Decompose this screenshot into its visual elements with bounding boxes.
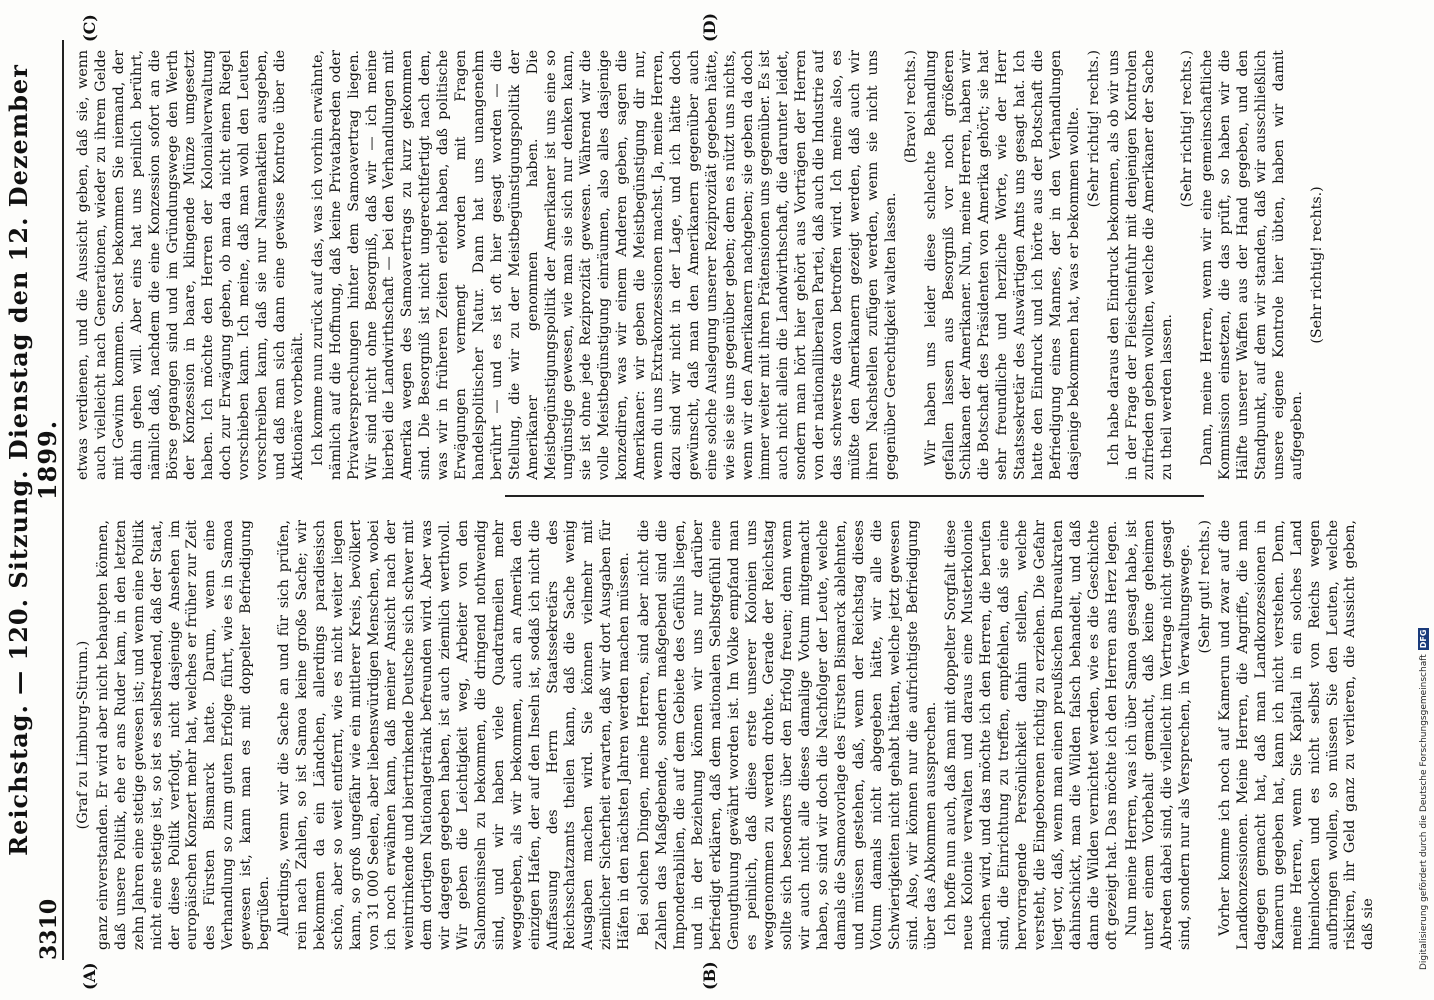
paragraph: Bei solchen Dingen, meine Herren, sind aber nicht die Zahlen das Maßgebende, sondern maßgebend sind die Imponderabilien, die auf dem Gebiete des Gefühls liegen, und in der Beziehung können wir uns nur darüber befriedigt erklären, daß dem nationalen Selbstgefühl eine Genugthuung gewährt worden ist. Im Volke empfand man es peinlich, daß diese erste unserer Kolonien uns weggenommen zu werden drohte. Gerade der Reichstag sollte sich besonders über den Erfolg freuen; denn wenn wir auch nicht alle dieses damalige Votum mitgemacht haben, so sind wir doch die Nachfolger der Leute, welche damals die Samoavorlage des Fürsten Bismarck ablehnten, und müssen gestehen, daß, wenn der Reichstag dieses Votum damals nicht abgegeben hätte, wir alle die Schwierigkeiten nicht gehabt hätten, welche jetzt gewesen sind. Also, wir können nur die aufrichtigste Befriedigung über das Abkommen aussprechen. bbox=[636, 520, 939, 950]
digitization-credit bbox=[1418, 628, 1429, 970]
paragraph: Nun meine Herren, was ich über Samoa gesagt habe, ist unter einem Vorbehalt gemacht, daß keine geheimen Abreden dabei sind, die vielleicht im Vertrage nicht gesagt sind, sondern nur als Versprechen, in Verwaltungswege. bbox=[1123, 520, 1194, 950]
left-column bbox=[75, 520, 1394, 950]
margin-marker-b: (B) bbox=[700, 961, 719, 990]
margin-marker-a: (A) bbox=[80, 962, 99, 990]
interjection: (Bravo! rechts.) bbox=[902, 50, 919, 164]
paragraph: Ich habe daraus den Eindruck bekommen, als ob wir uns in der Frage der Fleischeinfuhr mit denjenigen Kontrolen zufrieden geben wollten, welche die Amerikaner der Sache zu theil werden lassen. bbox=[1105, 50, 1176, 480]
dfg-logo: DFG bbox=[1419, 629, 1428, 649]
credit-text: Digitalisierung gefördert durch die Deutsche Forschungsgemeinschaft bbox=[1418, 654, 1429, 970]
paragraph: Ich hoffe nun auch, daß man mit doppelter Sorgfalt diese neue Kolonie verwalten und daraus eine Musterkolonie machen wird, und das möchte ich den Herren, die berufen sind, die Einrichtung zu treffen, empfehlen, daß sie eine hervorragende Persönlichkeit dahin stellen, welche versteht, die Eingeborenen richtig zu erziehen. Die Gefahr liegt vor, daß, wenn man einen preußischen Bureaukraten dahinschickt, man die Wilden falsch behandelt, und daß dann die Wilden vernichtet werden, wie es die Geschichte oft gezeigt hat. Das möchte ich den Herren ans Herz legen. bbox=[942, 520, 1120, 950]
column-divider bbox=[505, 495, 1204, 497]
paragraph: ganz einverstanden. Er wird aber nicht behaupten können, daß unsere Politik, ehe er ans Ruder kam, in den letzten zehn Jahren eine stetige gewesen ist; und wenn eine Politik nicht eine stetige ist, so ist es selbstredend, daß der Staat, der diese Politik verfolgt, nicht dasjenige Ansehen im europäischen Konzert mehr hat, welches er früher zur Zeit des Fürsten Bismarck hatte. Darum, wenn eine Verhandlung so zum guten Erfolge führt, wie es in Samoa gewesen ist, kann man es mit doppelter Befriedigung begrüßen. bbox=[94, 520, 273, 950]
page-title: Reichstag. — 120. Sitzung. Dienstag den 12. Dezember 1899. bbox=[4, 64, 62, 856]
speaker-name: (Graf zu Limburg-Stirum.) bbox=[75, 640, 91, 830]
interjection: (Sehr richtig! rechts.) bbox=[1085, 50, 1102, 208]
interjection: (Sehr gut! rechts.) bbox=[1197, 520, 1214, 654]
paragraph: Vorher komme ich noch auf Kamerun und zwar auf die Landkonzessionen. Meine Herren, die Angriffe, die man dagegen gemacht hat, daß man Landkonzessionen in Kamerun gegeben hat, kann ich nicht verstehen. Denn, meine Herren, wenn Sie Kapital in ein solches Land hineinlocken und es nicht selbst von Reichs wegen aufbringen wollen, so müssen Sie den Leuten, welche riskiren, ihr Geld ganz zu verlieren, die Aussicht geben, daß sie bbox=[1217, 520, 1377, 950]
right-column bbox=[75, 50, 1394, 480]
margin-marker-c: (C) bbox=[80, 14, 99, 42]
paragraph: Wir haben uns leider diese schlechte Behandlung gefallen lassen aus Besorgniß vor noch größeren Schikanen der Amerikaner. Nun, meine Herren, haben wir die Botschaft des Präsidenten von Amerika gehört; sie hat sehr freundliche und herzliche Worte, wie der Herr Staatssekretär des Auswärtigen Amts uns gesagt hat. Ich hatte den Eindruck und ich hörte aus der Botschaft die Befriedigung eines Mannes, der in den Verhandlungen dasjenige bekommen hat, was er bekommen wollte. bbox=[922, 50, 1082, 480]
interjection: (Sehr richtig! rechts.) bbox=[1179, 50, 1196, 208]
paragraph: Dann, meine Herren, wenn wir eine gemeinschaftliche Kommission einsetzen, die das prüft, so haben wir die Hälfte unserer Waffen aus der Hand gegeben, und den Standpunkt, auf dem wir standen, daß wir ausschließlich unsere eigene Kontrole hier übten, haben wir damit aufgegeben. bbox=[1199, 50, 1305, 480]
paragraph: Ich komme nun zurück auf das, was ich vorhin erwähnte, nämlich auf die Hoffnung, daß keine Privatabreden oder Privatversprechungen hinter dem Samoavertrag liegen. Wir sind nicht ohne Besorgniß, daß wir — ich meine hierbei die Landwirthschaft — bei den Verhandlungen mit Amerika wegen des Samoavertrags zu kurz gekommen sind. Die Besorgniß ist nicht ungerechtfertigt nach dem, was wir in früheren Zeiten erlebt haben, daß politische Erwägungen vermengt worden mit Fragen handelspolitischer Natur. Dann hat uns unangenehm berührt — und es ist oft hier gesagt worden — die Stellung, die wir zu der Meistbegünstigungspolitik der Amerikaner genommen haben. Die Meistbegünstigungspolitik der Amerikaner ist uns eine so ungünstige gewesen, wie man sie sich nur denken kann, sie ist ohne jede Reziprozität gewesen. Während wir die volle Meistbegünstigung einräumen, also alles dasjenige konzediren, was wir einem Anderen geben, sagen die Amerikaner: wir geben die Meistbegünstigung dir nur, wenn du uns Extrakonzessionen machst. Ja, meine Herren, dazu sind wir nicht in der Lage, und ich hätte doch gewünscht, daß man den Amerikanern gegenüber auch eine solche Auslegung unserer Reziprozität gegeben hätte, wie sie sie uns gegenüber geben; denn es nützt uns nichts, wenn wir den Amerikanern nachgeben; sie geben da doch immer weiter mit ihren Prätensionen uns gegenüber. Es ist auch nicht allein die Landwirthschaft, die darunter leidet, sondern man hört hier gehört aus Vorträgen der Herren von der nationalliberalen Partei, daß auch die Industrie auf das schwerste davon betroffen wird. Ich meine also, es müßte den Amerikanern gezeigt werden, daß auch wir ihren Nachstellen zufügen werden, wenn sie nicht uns gegenüber Gerechtigkeit walten lassen. bbox=[309, 50, 899, 480]
paragraph: etwas verdienen, und die Aussicht geben, daß sie, wenn auch vielleicht nach Generationen, wieder zu ihrem Gelde mit Gewinn kommen. Sonst bekommen Sie niemand, der dahin gehen will. Aber eins hat uns peinlich berührt, nämlich daß, nachdem die eine Konzession sofort an die Börse gegangen sind und im Gründungswege den Werth der Konzession in baare, klingende Münze umgesetzt haben. Ich möchte den Herren der Kolonialverwaltung doch zur Erwägung geben, ob man da nicht einen Riegel vorschieben kann. Ich meine, daß man wohl den Leuten vorschreiben kann, daß sie nur Namenaktien ausgeben, und daß man sich dann eine gewisse Kontrole über die Aktionäre vorbehält. bbox=[75, 50, 306, 480]
margin-marker-d: (D) bbox=[700, 12, 719, 42]
interjection: (Sehr richtig! rechts.) bbox=[1308, 186, 1325, 344]
page-number: 3310 bbox=[36, 898, 62, 960]
page-header bbox=[4, 40, 64, 960]
paragraph: Allerdings, wenn wir die Sache an und für sich prüfen, rein nach Zahlen, so ist Samoa keine große Sache; wir bekommen da ein Ländchen, allerdings paradiesisch schön, aber so weit entfernt, wie es nicht weiter liegen kann, so groß ungefähr wie ein mittlerer Kreis, bevölkert von 31 000 Seelen, aber liebenswürdigen Menschen, wobei ich noch erwähnen kann, daß meiner Ansicht nach der weintrinkende und biertrinkende Deutsche sich schwer mit dem dortigen Nationalgetränk befreunden wird. Aber was wir dagegen gegeben haben, ist auch ziemlich werthvoll. Wir geben die Leichtigkeit weg, Arbeiter von den Salomonsinseln zu bekommen, die dringend nothwendig sind, und wir haben viele Quadratmeilen mehr weggegeben, als wir bekommen, auch an Amerika den einzigen Hafen, der auf den Inseln ist, sodaß ich nicht die Auffassung des Herrn Staatssekretärs des Reichsschatzamts theilen kann, daß die Sache wenig Ausgaben machen wird. Sie können vielmehr mit ziemlicher Sicherheit erwarten, daß wir dort Ausgaben für Häfen in den nächsten Jahren werden machen müssen. bbox=[275, 520, 633, 950]
